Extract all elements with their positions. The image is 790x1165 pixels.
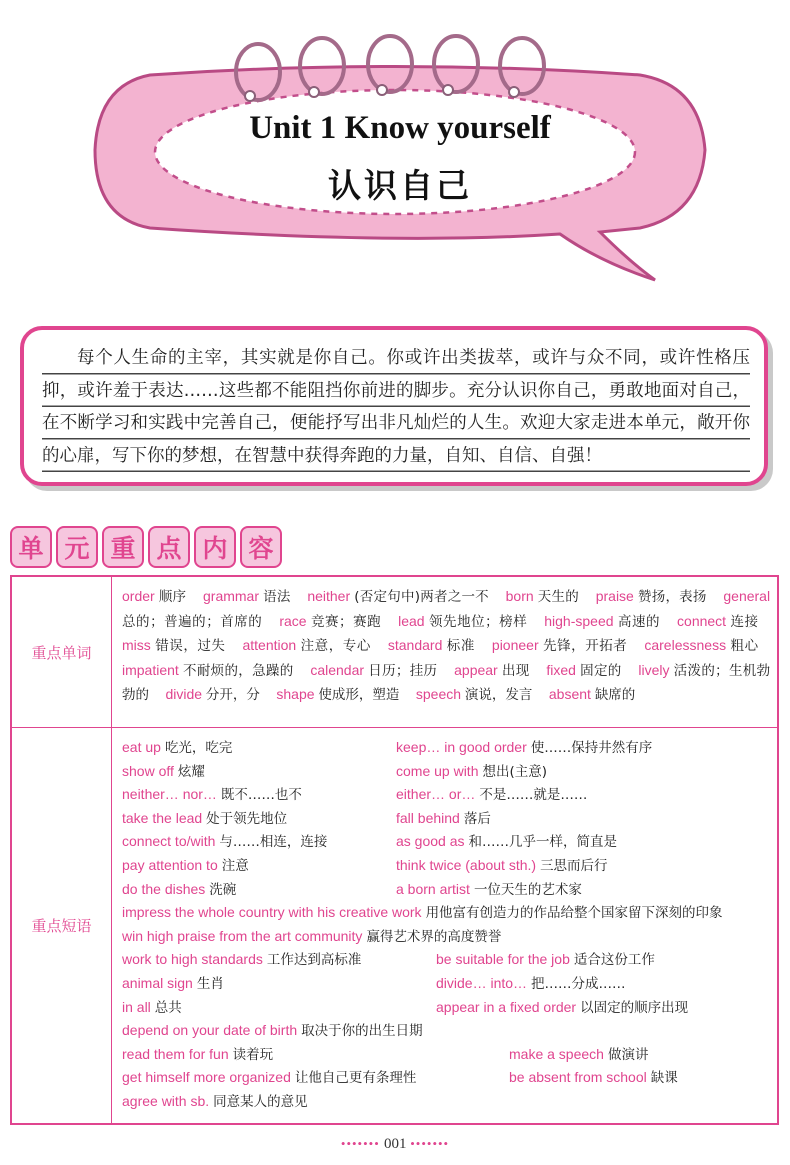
phrase-term: eat up <box>122 739 161 755</box>
phrase-line <box>122 996 770 1020</box>
section-heading-char: 重 <box>102 526 144 568</box>
phrase-meaning: 处于领先地位 <box>206 810 288 827</box>
section-heading-char: 单 <box>10 526 52 568</box>
phrase-item <box>122 736 232 761</box>
phrase-term: think twice (about sth.) <box>396 856 537 873</box>
phrase-meaning: 落后 <box>463 810 491 827</box>
phrase-term: in all <box>122 998 151 1015</box>
phrase-line <box>122 901 770 925</box>
word-term: neither <box>307 588 355 604</box>
word-meaning: 缺席的 <box>594 687 636 704</box>
word-term: grammar <box>203 588 264 604</box>
phrase-item <box>122 925 501 950</box>
word-term: race <box>279 612 311 629</box>
phrase-term: animal sign <box>122 974 193 991</box>
section-heading-char: 元 <box>56 526 98 568</box>
phrase-line <box>122 783 770 807</box>
phrase-item <box>122 807 287 832</box>
phrase-item <box>122 996 182 1021</box>
phrase-term: appear in a fixed order <box>436 998 577 1015</box>
phrase-meaning: 洗碗 <box>209 881 237 898</box>
word-meaning: 总的；普遍的；首席的 <box>122 613 263 630</box>
phrase-meaning: 以固定的顺序出现 <box>580 999 689 1016</box>
word-meaning: 粗心 <box>730 638 759 655</box>
phrase-item <box>436 972 626 997</box>
word-meaning: 标准 <box>446 638 475 655</box>
unit-subtitle: 认识自己 <box>328 166 472 205</box>
word-term: general <box>723 588 771 604</box>
phrase-item <box>122 972 224 997</box>
page-footer <box>0 1136 790 1153</box>
phrase-meaning: 一位天生的艺术家 <box>473 881 582 898</box>
word-term: pioneer <box>491 637 544 654</box>
phrase-term: be suitable for the job <box>436 951 570 968</box>
phrase-item <box>436 948 655 973</box>
phrase-item <box>122 1090 308 1115</box>
phrase-line <box>122 1066 770 1090</box>
phrase-term: either… or… <box>396 786 476 803</box>
intro-box <box>20 326 768 486</box>
footer-dots-right: ••••••• <box>410 1136 450 1151</box>
phrase-meaning: 取决于你的出生日期 <box>301 1023 423 1040</box>
phrase-line <box>122 854 770 878</box>
unit-title: Unit 1 Know yourself <box>249 110 551 146</box>
phrase-item <box>122 901 723 926</box>
phrase-term: depend on your date of birth <box>122 1022 298 1039</box>
phrase-line <box>122 1043 770 1067</box>
phrase-meaning: 适合这份工作 <box>573 952 655 969</box>
phrase-item <box>436 996 688 1021</box>
phrase-meaning: 让他自己更有条理性 <box>294 1070 417 1087</box>
phrase-item <box>122 1019 423 1044</box>
word-term: calendar <box>310 661 369 678</box>
phrase-term: pay attention to <box>122 856 218 873</box>
phrase-item <box>122 854 249 879</box>
word-meaning: 演说，发言 <box>464 687 533 704</box>
word-meaning: (否定句中)两者之一不 <box>354 589 489 605</box>
word-meaning: 出现 <box>501 662 530 679</box>
phrase-term: do the dishes <box>122 880 206 897</box>
phrase-item <box>396 783 587 808</box>
phrase-item <box>122 948 361 973</box>
phrase-item <box>122 878 236 903</box>
word-term: born <box>505 588 538 604</box>
word-meaning: 使成形，塑造 <box>318 687 400 704</box>
word-meaning: 竞赛；赛跑 <box>310 613 382 630</box>
word-term: fixed <box>546 661 581 678</box>
phrase-term: fall behind <box>396 809 460 826</box>
phrase-meaning: 做演讲 <box>607 1046 649 1063</box>
phrase-item <box>122 1066 416 1091</box>
word-term: carelessness <box>644 637 731 654</box>
phrase-meaning: 吃光，吃完 <box>164 740 233 756</box>
phrase-term: a born artist <box>396 880 470 897</box>
word-term: miss <box>122 637 156 654</box>
phrase-term: take the lead <box>122 809 203 826</box>
word-meaning: 分开，分 <box>205 687 260 704</box>
word-term: standard <box>387 637 447 654</box>
phrase-term: impress the whole country with his creative work <box>122 904 422 921</box>
phrase-meaning: 同意某人的意见 <box>213 1093 308 1110</box>
phrase-item <box>122 1043 273 1068</box>
phrase-meaning: 注意 <box>221 857 249 874</box>
word-meaning: 注意，专心 <box>300 638 371 655</box>
phrase-item <box>122 760 205 785</box>
phrase-meaning: 与……相连，连接 <box>219 834 328 851</box>
phrase-term: agree with sb. <box>122 1092 210 1109</box>
phrase-term: win high praise from the art community <box>122 927 363 944</box>
phrase-item <box>396 760 547 785</box>
phrase-meaning: 既不……也不 <box>220 787 302 804</box>
phrase-item <box>122 783 302 808</box>
page-number: 001 <box>384 1136 407 1152</box>
word-meaning: 顺序 <box>158 589 187 605</box>
phrase-meaning: 三思而后行 <box>540 857 608 874</box>
word-term: lively <box>638 661 674 678</box>
phrase-line <box>122 878 770 902</box>
phrase-term: keep… in good order <box>396 739 527 755</box>
phrase-line <box>122 1090 770 1114</box>
phrase-item <box>396 830 617 855</box>
key-words-row <box>12 577 777 728</box>
phrase-item <box>396 854 608 879</box>
phrase-term: connect to/with <box>122 833 216 850</box>
word-term: high-speed <box>544 612 618 629</box>
section-heading-char: 容 <box>240 526 282 568</box>
word-term: attention <box>242 637 301 654</box>
phrase-term: as good as <box>396 833 465 850</box>
phrase-item <box>509 1066 678 1091</box>
phrase-line <box>122 925 770 949</box>
phrase-item <box>396 878 582 903</box>
phrase-term: get himself more organized <box>122 1069 291 1086</box>
word-meaning: 日历；挂历 <box>368 662 438 679</box>
phrase-item <box>122 830 327 855</box>
word-meaning: 活泼的；生机勃勃的 <box>122 662 771 704</box>
phrase-meaning: 和……几乎一样，简直是 <box>468 834 617 851</box>
phrase-meaning: 用他富有创造力的作品给整个国家留下深刻的印象 <box>425 905 723 922</box>
title-banner-graphic <box>0 0 790 300</box>
section-heading-char: 内 <box>194 526 236 568</box>
phrase-line <box>122 830 770 854</box>
phrase-meaning: 生肖 <box>196 975 224 992</box>
phrase-term: make a speech <box>509 1045 604 1062</box>
section-heading-char: 点 <box>148 526 190 568</box>
phrase-item <box>396 807 491 832</box>
phrase-term: neither… nor… <box>122 786 217 803</box>
word-term: order <box>122 588 159 604</box>
word-term: lead <box>398 612 430 629</box>
phrase-meaning: 使……保持井然有序 <box>530 740 653 756</box>
footer-dots-left: ••••••• <box>340 1136 384 1151</box>
word-term: impatient <box>122 661 184 678</box>
word-meaning: 赞扬，表扬 <box>637 589 707 605</box>
key-words-label: 重点单词 <box>12 577 112 727</box>
vocabulary-table <box>10 575 779 1125</box>
word-meaning: 连接 <box>730 613 759 630</box>
phrase-meaning: 缺课 <box>650 1070 678 1087</box>
key-phrases-row <box>12 728 777 1123</box>
phrase-item <box>509 1043 648 1068</box>
phrase-meaning: 炫耀 <box>177 763 205 780</box>
phrase-item <box>396 736 652 761</box>
phrase-line <box>122 1019 770 1043</box>
word-meaning: 固定的 <box>580 662 622 679</box>
phrase-term: come up with <box>396 762 479 779</box>
phrase-meaning: 工作达到高标准 <box>266 952 362 969</box>
word-term: appear <box>454 661 502 678</box>
word-term: praise <box>595 588 638 604</box>
word-meaning: 不耐烦的，急躁的 <box>183 662 294 679</box>
phrase-meaning: 读着玩 <box>232 1046 274 1063</box>
phrase-term: read them for fun <box>122 1045 229 1062</box>
phrase-meaning: 想出(主意) <box>482 763 548 780</box>
word-term: speech <box>415 686 465 703</box>
phrase-meaning: 把……分成…… <box>531 975 626 992</box>
word-term: divide <box>165 686 206 703</box>
word-meaning: 天生的 <box>537 589 579 605</box>
word-term: absent <box>548 686 595 703</box>
key-phrases-label: 重点短语 <box>12 728 112 1123</box>
phrase-line <box>122 948 770 972</box>
word-meaning: 语法 <box>263 589 291 605</box>
phrase-line <box>122 807 770 831</box>
phrase-line <box>122 972 770 996</box>
key-words-list <box>122 585 770 708</box>
word-term: connect <box>677 612 731 629</box>
word-term: shape <box>276 686 319 703</box>
intro-text: 每个人生命的主宰，其实就是你自己。你或许出类拔萃，或许与众不同，或许性格压抑，或许羞于表达……这些都不能阻挡你前进的脚步。充分认识你自己，勇敢地面对自己，在不断学习和实践中完善自己，便能抒写出非凡灿烂的人生。欢迎大家走进本单元，敞开你的心扉，写下你的梦想，在智慧中获得奔跑的力量，自知、自信、自强！ <box>42 342 750 472</box>
phrase-term: show off <box>122 762 174 779</box>
section-heading <box>10 526 282 568</box>
phrase-term: divide… into… <box>436 974 528 991</box>
phrase-term: be absent from school <box>509 1069 647 1086</box>
phrase-line <box>122 736 770 760</box>
phrase-term: work to high standards <box>122 951 263 968</box>
phrase-meaning: 不是……就是…… <box>479 787 588 804</box>
phrase-meaning: 总共 <box>154 999 182 1016</box>
word-meaning: 先锋，开拓者 <box>543 638 628 655</box>
word-meaning: 领先地位；榜样 <box>429 613 528 630</box>
phrase-meaning: 赢得艺术界的高度赞誉 <box>366 928 502 945</box>
word-meaning: 错误，过失 <box>155 638 226 655</box>
word-meaning: 高速的 <box>617 613 661 630</box>
key-phrases-list <box>122 736 770 1114</box>
phrase-line <box>122 760 770 784</box>
